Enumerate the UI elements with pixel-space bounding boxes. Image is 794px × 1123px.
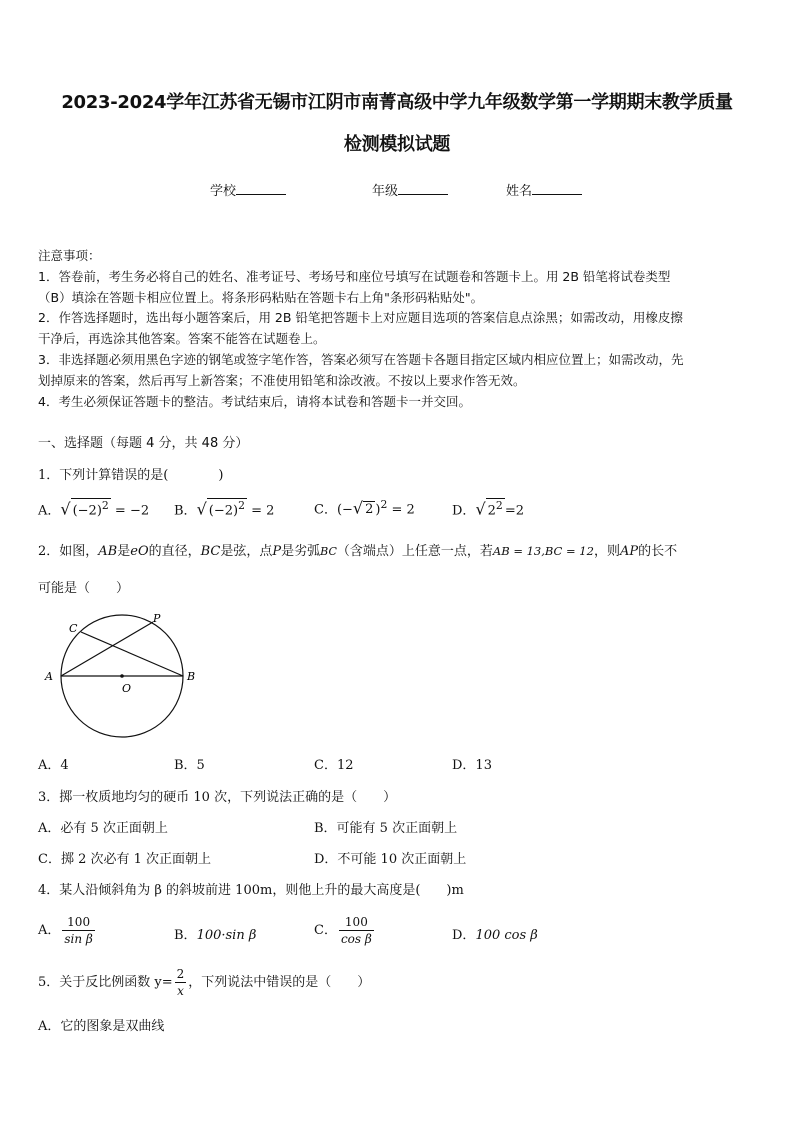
q3-options-row2 (38, 848, 758, 876)
notes-line: 4．考生必须保证答题卡的整洁。考试结束后，请将本试卷和答题卡一并交回。 (38, 393, 471, 409)
q3-option-c: C．掷 2 次必有 1 次正面朝上 (38, 852, 212, 867)
label-o: O (122, 682, 132, 695)
circle-figure (36, 608, 206, 744)
sqrt-icon: √ (352, 498, 364, 518)
q4-options (38, 912, 758, 952)
label-c: C (69, 622, 78, 635)
q1-option-d: D．√ $2^2 =2$ (452, 499, 524, 519)
notes-line: 1．答卷前，考生务必将自己的姓名、准考证号、考场号和座位号填写在试题卷和答题卡上。用 2B 铅笔将试卷类型 (38, 268, 671, 284)
q2-stem: 2．如图，AB是eO的直径，BC是弦，点P是劣弧BC（含端点）上任意一点，若AB = 13,BC = 12，则AP的长不 (38, 544, 678, 559)
notes-line: 划掉原来的答案，然后再写上新答案；不准使用铅笔和涂改液。不按以上要求作答无效。 (38, 372, 526, 388)
q4-option-b: B．100·sin β (174, 928, 257, 943)
q3-options-row1 (38, 817, 758, 845)
school-blank (236, 182, 286, 195)
exam-title-line2: 检测模拟试题 (343, 134, 451, 155)
sqrt-icon: √ (475, 499, 486, 519)
q2-option-b: B．5 (174, 758, 205, 773)
name-label: 姓名 (506, 184, 533, 199)
label-b: B (187, 670, 196, 683)
q1-options (38, 498, 758, 526)
q3-option-a: A．必有 5 次正面朝上 (38, 821, 168, 836)
center-dot (120, 674, 124, 678)
name-field (506, 180, 582, 199)
section-heading: 一、选择题（每题 4 分，共 48 分） (38, 436, 249, 451)
notes-line: 干净后，再选涂其他答案。答案不能答在试题卷上。 (38, 331, 326, 347)
q3-stem: 3．掷一枚质地均匀的硬币 10 次，下列说法正确的是（ ） (38, 790, 397, 805)
school-label: 学校 (210, 184, 237, 199)
q2-options (38, 754, 758, 782)
q3-option-b: B．可能有 5 次正面朝上 (314, 821, 458, 836)
school-field (210, 180, 286, 199)
arc-bc: BC (320, 545, 337, 558)
name-blank (532, 182, 582, 195)
grade-field (372, 180, 448, 199)
q1-option-a: A．√ $(-2)^2 = -2$ (38, 499, 150, 519)
sqrt-icon: √ (60, 499, 71, 519)
q2-option-d: D．13 (452, 758, 492, 773)
notes-line: 3．非选择题必须用黑色字迹的钢笔或签字笔作答，答案必须写在答题卡各题目指定区域内相应位置上；如需改动，先 (38, 351, 684, 367)
q2-option-c: C．12 (314, 758, 354, 773)
notes-section (38, 246, 760, 412)
q1-option-b: B．√ $(-2)^2 = 2$ (174, 499, 275, 519)
label-p: P (153, 612, 161, 625)
exam-title-line1: 2023-2024学年江苏省无锡市江阴市南菁高级中学九年级数学第一学期期末教学质量 (61, 92, 733, 113)
q4-option-d: D．100 cos β (452, 928, 538, 943)
q2-option-a: A．4 (38, 758, 69, 773)
notes-heading: 注意事项： (38, 248, 101, 263)
chord-bc (81, 632, 183, 676)
sqrt-icon: √ (196, 499, 207, 519)
notes-line: （B）填涂在答题卡相应位置上。将条形码粘贴在答题卡右上角"条形码粘贴处"。 (38, 289, 484, 305)
grade-label: 年级 (372, 184, 399, 199)
q4-option-c: C． $\frac{100}{\text{cos β}}$ (314, 915, 372, 946)
q5-stem: 5．关于反比例函数 y= $\frac{2}{x}$ ，下列说法中错误的是（ ） (38, 967, 371, 998)
q4-stem: 4．某人沿倾斜角为 β 的斜坡前进 100m，则他上升的最大高度是( )m (38, 883, 464, 898)
label-a: A (45, 670, 53, 683)
q3-option-d: D．不可能 10 次正面朝上 (314, 852, 467, 867)
q5-option-a: A．它的图象是双曲线 (38, 1019, 165, 1034)
q1-stem-end: ) (218, 468, 224, 483)
q2-stem-line2: 可能是（ ） (38, 581, 130, 596)
q1-stem-text: 1．下列计算错误的是( (38, 468, 169, 483)
q1-option-c: C．(−√ 2 )$^2$ = 2 (314, 498, 415, 518)
grade-blank (398, 182, 448, 195)
q4-option-a: A． $\frac{100}{\text{sin β}}$ (38, 915, 93, 946)
notes-line: 2．作答选择题时，选出每小题答案后，用 2B 铅笔把答题卡上对应题目选项的答案信息点涂黑；如需改动，用橡皮擦 (38, 310, 683, 326)
q1-stem (38, 464, 223, 483)
